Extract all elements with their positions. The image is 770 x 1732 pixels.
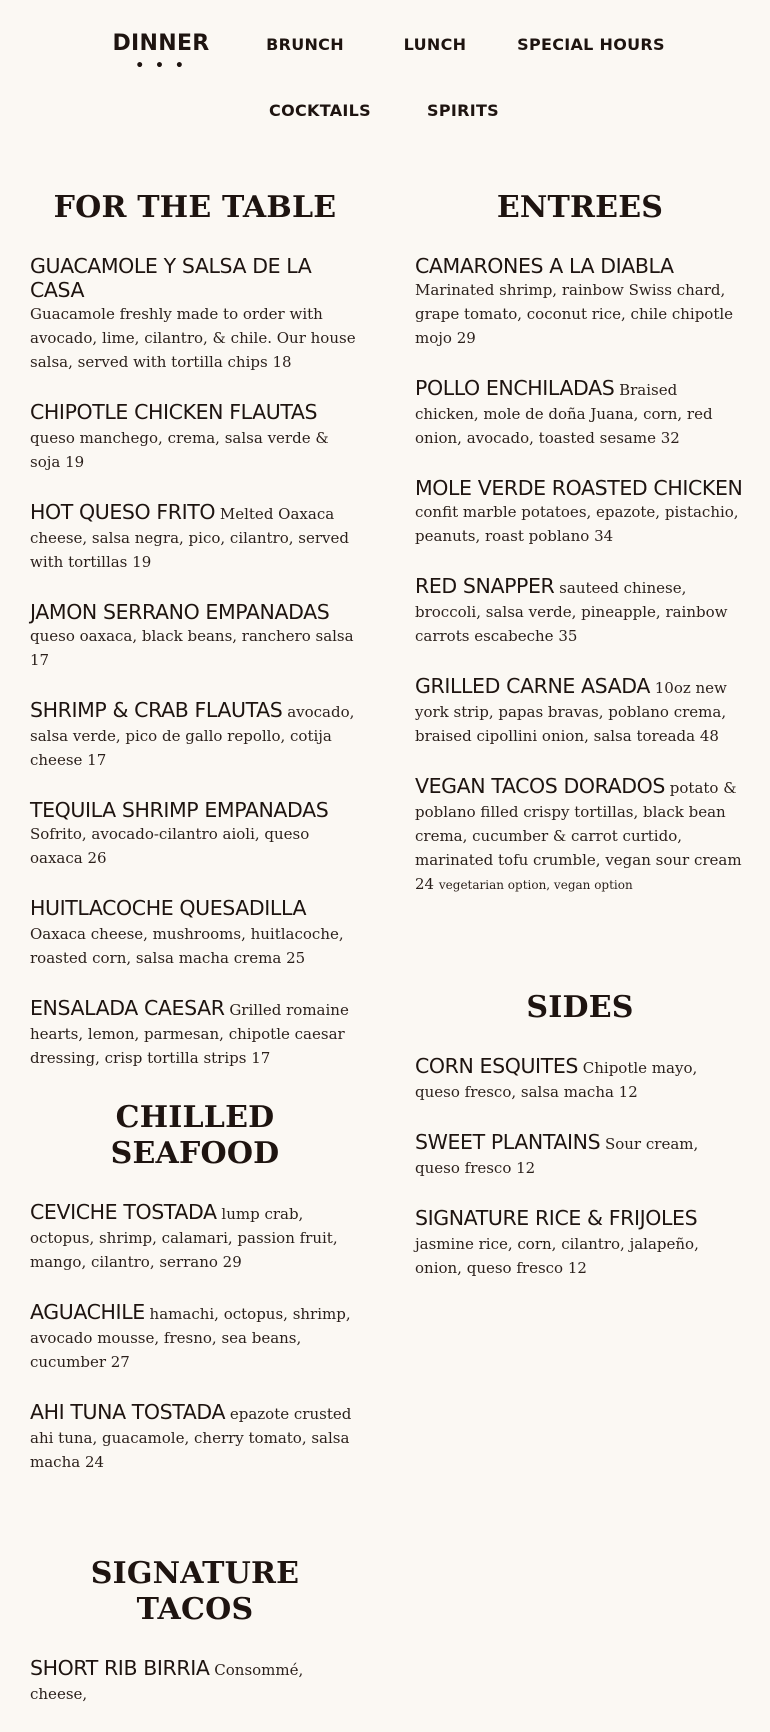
tab-dinner[interactable]: DINNER	[112, 31, 210, 56]
menu-item	[30, 600, 360, 672]
section-chilled-seafood	[30, 1100, 360, 1500]
menu-item	[415, 1054, 745, 1104]
menu-item	[30, 798, 360, 870]
item-name: VEGAN TACOS DORADOS	[415, 774, 666, 798]
item-description: 10oz new york strip, papas bravas, poblano crema, braised cipollini onion, salsa toreada 48	[415, 679, 727, 745]
section-title: FOR THE TABLE	[53, 190, 337, 225]
active-tab-indicator: • • •	[135, 58, 187, 74]
menu-item	[30, 896, 360, 970]
item-description: Consommé, cheese,	[30, 1661, 304, 1703]
item-name: SWEET PLANTAINS	[415, 1130, 601, 1154]
item-name: AHI TUNA TOSTADA	[30, 1400, 226, 1424]
menu-item	[415, 254, 745, 350]
item-description: Marinated shrimp, rainbow Swiss chard, grape tomato, coconut rice, chile chipotle mojo 29	[415, 281, 734, 347]
item-description: Melted Oaxaca cheese, salsa negra, pico, cilantro, served with tortillas 19	[30, 505, 349, 571]
tab-spirits[interactable]: SPIRITS	[426, 101, 500, 120]
item-description: Braised chicken, mole de doña Juana, corn, red onion, avocado, toasted sesame 32	[415, 381, 713, 447]
section-signature-tacos	[30, 1556, 360, 1732]
item-description: epazote crusted ahi tuna, guacamole, cherry tomato, salsa macha 24	[30, 1405, 352, 1471]
tab-cocktails[interactable]: COCKTAILS	[269, 101, 371, 120]
item-name: AGUACHILE	[30, 1300, 145, 1324]
menu-item	[415, 1130, 745, 1180]
item-name: GUACAMOLE Y SALSA DE LA CASA	[30, 254, 312, 302]
menu-item	[415, 1206, 745, 1280]
menu-item	[30, 400, 360, 474]
item-description: queso oaxaca, black beans, ranchero salsa 17	[30, 627, 354, 669]
section-title: SIGNATURE TACOS	[90, 1556, 300, 1627]
section-entrees	[415, 190, 745, 923]
item-name: POLLO ENCHILADAS	[415, 376, 615, 400]
menu-item	[30, 254, 360, 374]
item-name: SHRIMP & CRAB FLAUTAS	[30, 698, 283, 722]
menu-item	[415, 774, 745, 897]
item-description: confit marble potatoes, epazote, pistachio, peanuts, roast poblano 34	[415, 503, 739, 545]
item-description: sauteed chinese, broccoli, salsa verde, pineapple, rainbow carrots escabeche 35	[415, 579, 728, 645]
dietary-note: vegetarian option, vegan option	[438, 878, 633, 892]
item-name: SHORT RIB BIRRIA	[30, 1656, 210, 1680]
menu-item	[415, 574, 745, 648]
item-name: MOLE VERDE ROASTED CHICKEN	[415, 476, 743, 500]
item-description: Oaxaca cheese, mushrooms, huitlacoche, roasted corn, salsa macha crema 25	[30, 925, 344, 967]
menu-item	[30, 1300, 360, 1374]
menu-item	[30, 500, 360, 574]
item-description: Guacamole freshly made to order with avocado, lime, cilantro, & chile. Our house salsa, served with tortilla chips 18	[30, 305, 356, 371]
menu-item	[30, 1200, 360, 1274]
tab-lunch[interactable]: LUNCH	[403, 35, 467, 54]
menu-item	[415, 476, 745, 548]
item-name: HUITLACOCHE QUESADILLA	[30, 896, 307, 920]
tab-brunch[interactable]: BRUNCH	[266, 35, 344, 54]
item-description: lump crab, octopus, shrimp, calamari, passion fruit, mango, cilantro, serrano 29	[30, 1205, 338, 1271]
section-for-the-table	[30, 190, 360, 1096]
item-name: GRILLED CARNE ASADA	[415, 674, 650, 698]
section-title: CHILLED SEAFOOD	[110, 1100, 280, 1171]
item-description: potato & poblano filled crispy tortillas, black bean crema, cucumber & carrot curtido, marinated tofu crumble, vegan sour cream 24	[415, 779, 742, 893]
item-description: Sour cream, queso fresco 12	[415, 1135, 699, 1177]
menu-item	[415, 674, 745, 748]
tab-special-hours[interactable]: SPECIAL HOURS	[517, 35, 665, 54]
item-description: queso manchego, crema, salsa verde & soja 19	[30, 429, 329, 471]
item-description: Chipotle mayo, queso fresco, salsa macha 12	[415, 1059, 698, 1101]
item-name: JAMON SERRANO EMPANADAS	[30, 600, 330, 624]
menu-item	[30, 1656, 360, 1706]
section-title: ENTREES	[496, 190, 664, 225]
item-name: ENSALADA CAESAR	[30, 996, 225, 1020]
item-name: CAMARONES A LA DIABLA	[415, 254, 674, 278]
menu-item	[415, 376, 745, 450]
item-description: Sofrito, avocado-cilantro aioli, queso oaxaca 26	[30, 825, 310, 867]
item-name: SIGNATURE RICE & FRIJOLES	[415, 1206, 698, 1230]
menu-item	[30, 1400, 360, 1474]
item-description: avocado, salsa verde, pico de gallo repollo, cotija cheese 17	[30, 703, 355, 769]
item-description: hamachi, octopus, shrimp, avocado mousse, fresno, sea beans, cucumber 27	[30, 1305, 351, 1371]
item-name: CORN ESQUITES	[415, 1054, 578, 1078]
section-sides	[415, 990, 745, 1306]
menu-item	[30, 698, 360, 772]
section-title: SIDES	[526, 990, 634, 1025]
item-description: jasmine rice, corn, cilantro, jalapeño, onion, queso fresco 12	[415, 1235, 699, 1277]
item-name: RED SNAPPER	[415, 574, 555, 598]
menu-item	[30, 996, 360, 1070]
item-name: CEVICHE TOSTADA	[30, 1200, 217, 1224]
item-name: CHIPOTLE CHICKEN FLAUTAS	[30, 400, 318, 424]
item-description: Grilled romaine hearts, lemon, parmesan, chipotle caesar dressing, crisp tortilla strips 17	[30, 1001, 349, 1067]
item-name: HOT QUESO FRITO	[30, 500, 216, 524]
item-name: TEQUILA SHRIMP EMPANADAS	[30, 798, 329, 822]
